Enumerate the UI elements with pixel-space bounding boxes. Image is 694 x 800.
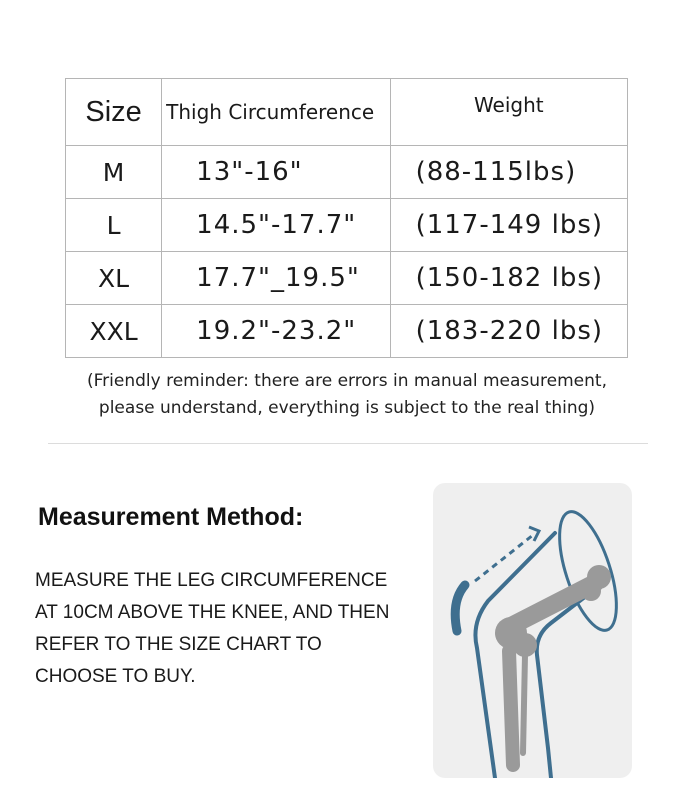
measurement-reminder [0,368,694,422]
method-line: AT 10CM ABOVE THE KNEE, AND THEN [35,602,390,623]
method-line: REFER TO THE SIZE CHART TO [35,634,322,655]
weight-column-header: Weight [390,79,627,146]
method-title: Measurement Method: [38,503,304,531]
weight-cell: (88-115lbs) [390,146,627,199]
size-cell: XL [66,252,162,305]
weight-cell: (183-220 lbs) [390,305,627,358]
table-header-row [66,79,628,146]
thigh-cell: 13"-16" [162,146,390,199]
thigh-column-header: Thigh Circumference [162,79,390,146]
thigh-cell: 19.2"-23.2" [162,305,390,358]
size-column-header: Size [66,79,162,146]
size-chart-table [65,78,628,358]
section-divider [48,443,648,444]
method-line: CHOOSE TO BUY. [35,666,196,687]
reminder-line: please understand, everything is subject to the real thing) [98,398,596,418]
table-row [66,146,628,199]
weight-cell: (150-182 lbs) [390,252,627,305]
size-cell: XXL [66,305,162,358]
table-row [66,199,628,252]
method-line: MEASURE THE LEG CIRCUMFERENCE [35,570,388,591]
thigh-cell: 14.5"-17.7" [162,199,390,252]
table-row [66,252,628,305]
thigh-cell: 17.7"_19.5" [162,252,390,305]
method-instructions [35,565,435,693]
size-cell: M [66,146,162,199]
reminder-line: (Friendly reminder: there are errors in manual measurement, [87,371,607,391]
size-cell: L [66,199,162,252]
knee-illustration-panel [433,483,632,778]
weight-cell: (117-149 lbs) [390,199,627,252]
table-row [66,305,628,358]
knee-measurement-icon [433,483,632,778]
